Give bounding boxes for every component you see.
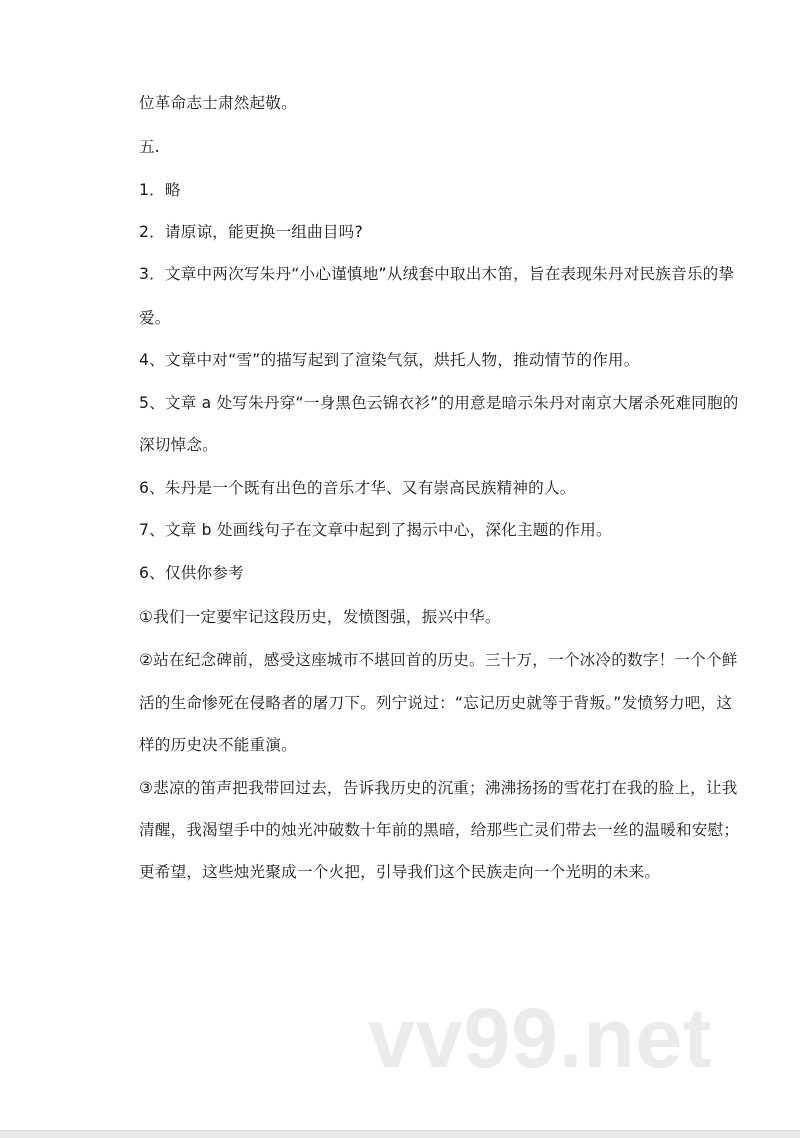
answer-line: 清醒，我渴望手中的烛光冲破数十年前的黑暗，给那些亡灵们带去一丝的温暖和安慰； (139, 821, 740, 839)
answer-line: 爱。 (139, 309, 171, 327)
answer-line: 更希望，这些烛光聚成一个火把，引导我们这个民族走向一个光明的未来。 (139, 863, 661, 881)
answer-line: 2．请原谅，能更换一组曲目吗? (139, 223, 363, 241)
answer-line: 7、文章 b 处画线句子在文章中起到了揭示中心，深化主题的作用。 (139, 521, 612, 539)
answer-line: ③悲凉的笛声把我带回过去，告诉我历史的沉重；沸沸扬扬的雪花打在我的脸上，让我 (139, 779, 738, 797)
answer-line: 3．文章中两次写朱丹“小心谨慎地”从绒套中取出木笛，旨在表现朱丹对民族音乐的挚 (139, 265, 735, 283)
answer-line: ②站在纪念碑前，感受这座城市不堪回首的历史。三十万，一个冰冷的数字！一个个鲜 (139, 651, 738, 669)
answer-line: 6、仅供你参考 (139, 564, 244, 582)
answer-line: ①我们一定要牢记这段历史，发愤图强，振兴中华。 (139, 608, 501, 626)
section-heading: 五. (139, 138, 160, 156)
watermark: vv99.net (368, 991, 713, 1085)
text-line: 位革命志士肃然起敬。 (139, 94, 297, 112)
answer-line: 活的生命惨死在侵略者的屠刀下。列宁说过：“忘记历史就等于背叛。”发愤努力吧，这 (139, 694, 733, 712)
answer-line: 深切悼念。 (139, 436, 218, 454)
answer-line: 5、文章 a 处写朱丹穿“一身黑色云锦衣衫”的用意是暗示朱丹对南京大屠杀死难同胞的 (139, 394, 739, 412)
answer-line: 1．略 (139, 181, 181, 199)
answer-line: 6、朱丹是一个既有出色的音乐才华、又有崇高民族精神的人。 (139, 479, 576, 497)
answer-line: 样的历史决不能重演。 (139, 736, 297, 754)
answer-line: 4、文章中对“雪”的描写起到了渲染气氛，烘托人物，推动情节的作用。 (139, 351, 640, 369)
